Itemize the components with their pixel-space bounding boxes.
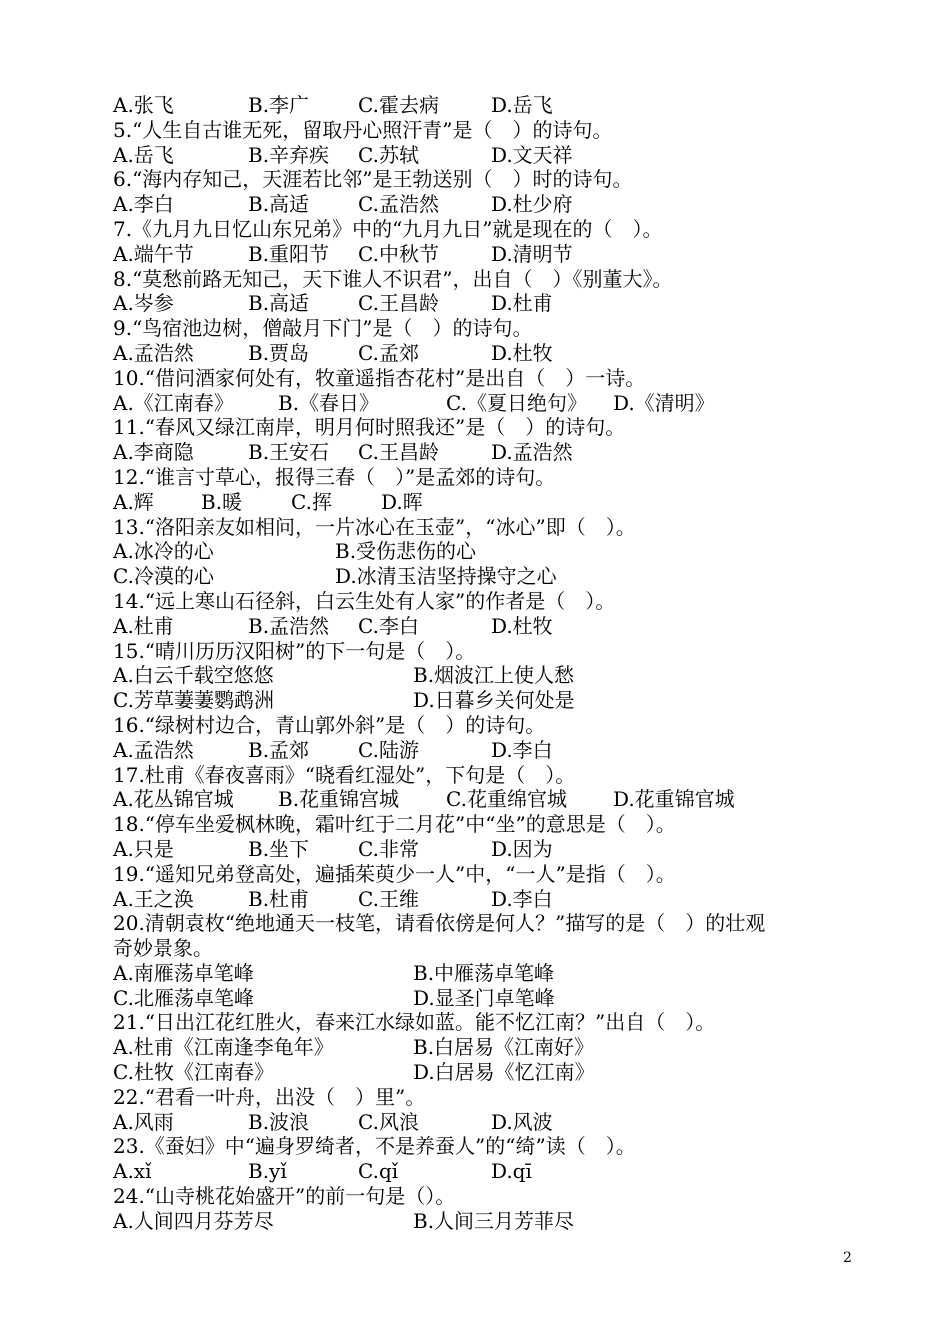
question-line: 7.《九月九日忆山东兄弟》中的“九月九日”就是现在的（ ）。 [113,216,663,241]
question-line: 17.杜甫《春夜喜雨》“晓看红湿处”，下句是（ ）。 [113,762,576,787]
options-line [113,837,858,862]
question-line: 19.“遥知兄弟登高处，遍插茱萸少一人”中，“一人”是指（ ）。 [113,861,676,886]
option-c: C.孟郊 [358,340,419,365]
question-line: 5.“人生自古谁无死，留取丹心照汗青”是（ ）的诗句。 [113,117,613,142]
question-line: 13.“洛阳亲友如相问，一片冰心在玉壶”，“冰心”即（ ）。 [113,514,636,539]
option-a: C.杜牧《江南春》 [113,1060,274,1085]
options-line [113,688,858,713]
option-d: D.杜牧 [491,340,553,365]
option-c: C.李白 [358,613,419,638]
options-line [113,490,858,515]
options-line [113,614,858,639]
question-line: 15.“晴川历历汉阳树”的下一句是（ ）。 [113,638,476,663]
option-a: A.只是 [113,836,174,861]
question-line: 6.“海内存知己，天涯若比邻”是王勃送别（ ）时的诗句。 [113,167,633,192]
option-b: B.孟浩然 [248,613,330,638]
option-b: B.高适 [248,291,310,316]
question-line: 12.“谁言寸草心，报得三春（ ）”是孟郊的诗句。 [113,464,556,489]
option-b: B.《春日》 [278,390,380,415]
option-a: A.端午节 [113,241,194,266]
option-a: A.风雨 [113,1109,174,1134]
option-a: A.岑参 [113,291,174,316]
option-d: D.岳飞 [491,93,553,117]
option-a: A.李商隐 [113,440,194,465]
option-a: A.孟浩然 [113,340,194,365]
option-b: B.波浪 [248,1109,310,1134]
option-b: B.坐下 [248,836,310,861]
option-a: A.岳飞 [113,142,174,167]
options-line [113,440,858,465]
page-number: 2 [843,1250,852,1266]
options-line [113,291,858,316]
option-c: C.花重绵官城 [446,787,567,812]
option-d: D.风波 [491,1109,553,1134]
question-line: 16.“绿树村边合，青山郭外斜”是（ ）的诗句。 [113,712,546,737]
option-d: D.《清明》 [613,390,715,415]
option-a: C.冷漠的心 [113,564,214,589]
question-line: 23.《蚕妇》中“遍身罗绮者，不是养蚕人”的“绮”读（ ）。 [113,1134,636,1159]
option-b: B.李广 [248,93,310,117]
option-c: C.王维 [358,886,419,911]
question-line: 24.“山寺桃花始盛开”的前一句是（）。 [113,1184,456,1209]
question-line: 18.“停车坐爱枫林晚，霜叶红于二月花”中“坐”的意思是（ ）。 [113,812,676,837]
option-a: A.人间四月芬芳尽 [113,1208,274,1233]
options-line [113,143,858,168]
options-line [113,242,858,267]
option-a: A.花丛锦官城 [113,787,234,812]
question-line: 20.清朝袁枚“绝地通天一枝笔，请看依傍是何人？”描写的是（ ）的壮观 [113,911,766,936]
option-c: C.非常 [358,836,419,861]
option-c: C.风浪 [358,1109,419,1134]
option-c: C.王昌龄 [358,440,439,465]
option-b: B.杜甫 [248,886,310,911]
option-b: D.冰清玉洁坚持操守之心 [335,564,557,589]
option-d: D.清明节 [491,241,573,266]
option-a: A.杜甫 [113,613,174,638]
option-a: A.《江南春》 [113,390,234,415]
option-a: C.北雁荡卓笔峰 [113,985,254,1010]
question-line: 21.“日出江花红胜火，春来江水绿如蓝。能不忆江南？”出自（ ）。 [113,1010,716,1035]
option-d: D.晖 [381,489,423,514]
option-a: C.芳草萋萋鹦鹉洲 [113,688,274,713]
option-b: B.孟郊 [248,737,310,762]
options-line [113,738,858,763]
option-a: A.王之涣 [113,886,194,911]
option-a: A.白云千载空悠悠 [113,663,274,688]
options-line [113,1060,858,1085]
option-d: D.孟浩然 [491,440,573,465]
option-d: D.李白 [491,737,553,762]
option-b: D.显圣门卓笔峰 [413,985,555,1010]
option-a: A.李白 [113,192,174,217]
option-d: D.qī [491,1159,532,1184]
option-b: B.王安石 [248,440,330,465]
option-b: B.花重锦宫城 [278,787,400,812]
question-line: 10.“借问酒家何处有，牧童遥指杏花村”是出自（ ）一诗。 [113,365,646,390]
options-line [113,539,858,564]
option-a: A.张飞 [113,93,174,117]
option-a: A.南雁荡卓笔峰 [113,960,254,985]
option-b: B.高适 [248,192,310,217]
option-c: C.霍去病 [358,93,439,117]
options-line [113,961,858,986]
option-c: C.王昌龄 [358,291,439,316]
options-line [113,1035,858,1060]
option-b: B.受伤悲伤的心 [335,539,477,564]
option-c: C.苏轼 [358,142,419,167]
option-a: A.孟浩然 [113,737,194,762]
option-c: C.挥 [291,489,332,514]
option-b: B.yǐ [248,1159,287,1184]
question-line: 奇妙景象。 [113,936,213,961]
option-d: D.花重锦官城 [613,787,735,812]
question-line: 14.“远上寒山石径斜，白云生处有人家”的作者是（ ）。 [113,588,616,613]
options-line [113,1159,858,1184]
question-line: 22.“君看一叶舟，出没（ ）里”。 [113,1084,426,1109]
option-b: B.辛弃疾 [248,142,330,167]
option-d: D.杜甫 [491,291,553,316]
option-a: A.xǐ [113,1159,152,1184]
document-body [113,93,858,1234]
option-c: C.中秋节 [358,241,439,266]
option-b: B.重阳节 [248,241,330,266]
options-line [113,663,858,688]
option-b: D.日暮乡关何处是 [413,688,575,713]
option-b: B.贾岛 [248,340,310,365]
option-c: C.《夏日绝句》 [446,390,587,415]
options-line [113,192,858,217]
option-b: B.烟波江上使人愁 [413,663,575,688]
option-d: D.因为 [491,836,553,861]
option-d: D.李白 [491,886,553,911]
option-b: B.人间三月芳菲尽 [413,1208,575,1233]
option-b: B.白居易《江南好》 [413,1035,595,1060]
option-d: D.文天祥 [491,142,573,167]
option-a: A.杜甫《江南逢李龟年》 [113,1035,334,1060]
option-c: C.陆游 [358,737,419,762]
question-line: 9.“鸟宿池边树，僧敲月下门”是（ ）的诗句。 [113,316,533,341]
option-b: B.中雁荡卓笔峰 [413,960,555,985]
option-b: B.暖 [201,489,243,514]
options-line [113,564,858,589]
question-line: 11.“春风又绿江南岸，明月何时照我还”是（ ）的诗句。 [113,415,626,440]
option-d: D.杜牧 [491,613,553,638]
options-line [113,93,858,118]
options-line [113,1110,858,1135]
options-line [113,787,858,812]
options-line [113,887,858,912]
option-b: D.白居易《忆江南》 [413,1060,595,1085]
option-c: C.qǐ [358,1159,399,1184]
option-d: D.杜少府 [491,192,573,217]
option-a: A.冰冷的心 [113,539,214,564]
question-line: 8.“莫愁前路无知己，天下谁人不识君”，出自（ ）《别董大》。 [113,266,673,291]
option-a: A.辉 [113,489,154,514]
options-line [113,1209,858,1234]
option-c: C.孟浩然 [358,192,439,217]
options-line [113,986,858,1011]
options-line [113,391,858,416]
options-line [113,341,858,366]
